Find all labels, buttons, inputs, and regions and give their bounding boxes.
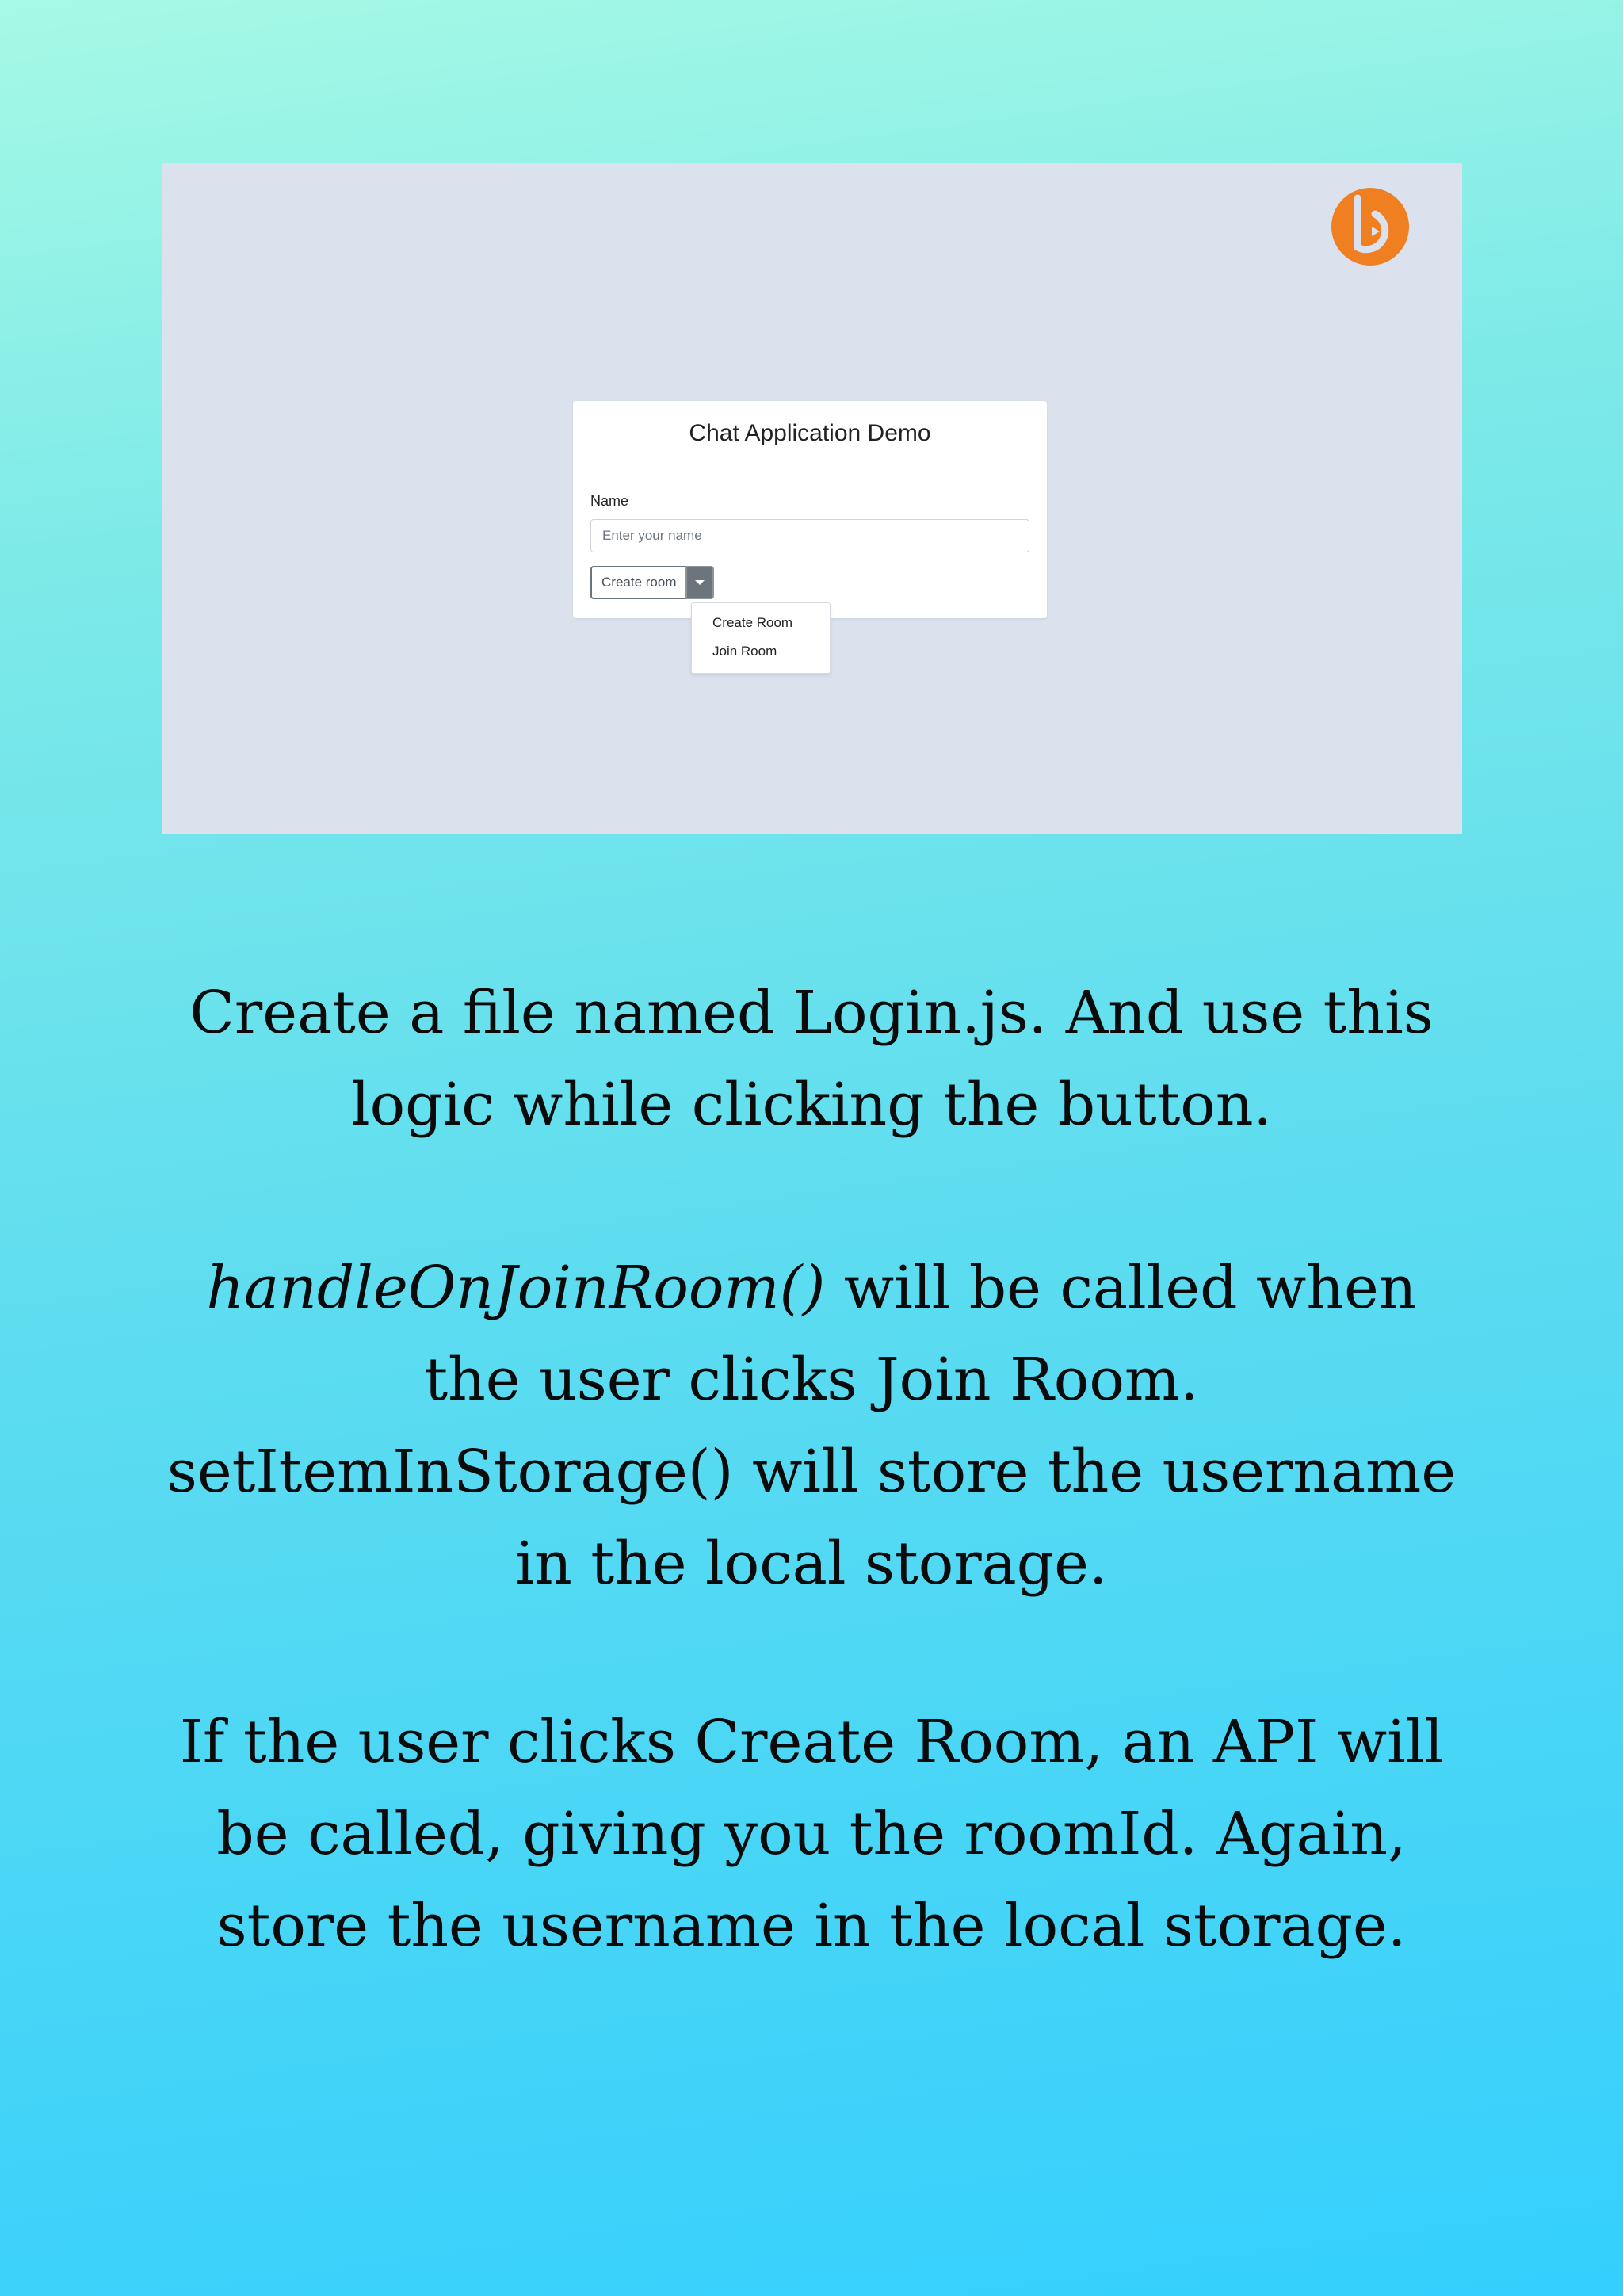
dropdown-item-join-room[interactable]: Join Room (712, 644, 777, 659)
room-split-button (590, 566, 714, 599)
paragraph2-line3: setItemInStorage() will store the username (166, 1438, 1457, 1506)
caret-down-icon (695, 580, 705, 585)
paragraph2-line1 (119, 1242, 1504, 1334)
paragraph1-line1: Create a file named Login.js. And use this (189, 979, 1434, 1047)
paragraph2-line2: the user clicks Join Room. (424, 1346, 1199, 1414)
paragraph3-line1: If the user clicks Create Room, an API will (179, 1708, 1444, 1776)
orange-b-logo-icon (1331, 187, 1410, 266)
create-room-button[interactable]: Create room (590, 566, 685, 599)
card-title: Chat Application Demo (689, 420, 931, 446)
paragraph1-line2: logic while clicking the button. (350, 1071, 1273, 1139)
paragraph2-line1-rest: will be called when (825, 1254, 1417, 1322)
paragraph2-line4: in the local storage. (515, 1530, 1108, 1598)
login-card (573, 401, 1047, 618)
paragraph-join-room (119, 1242, 1504, 1610)
room-dropdown-menu (691, 602, 831, 674)
paragraph3-line2: be called, giving you the roomId. Again, (216, 1800, 1407, 1868)
app-screenshot (162, 163, 1462, 834)
paragraph3-line3: store the username in the local storage. (216, 1892, 1407, 1960)
paragraph-create-file (119, 967, 1504, 1151)
name-label: Name (590, 493, 629, 509)
dropdown-item-create-room[interactable]: Create Room (712, 615, 793, 630)
paragraph-create-room (119, 1696, 1504, 1972)
name-input[interactable] (590, 519, 1029, 552)
dropdown-toggle-button[interactable] (685, 566, 714, 599)
function-name: handleOnJoinRoom() (206, 1254, 826, 1322)
